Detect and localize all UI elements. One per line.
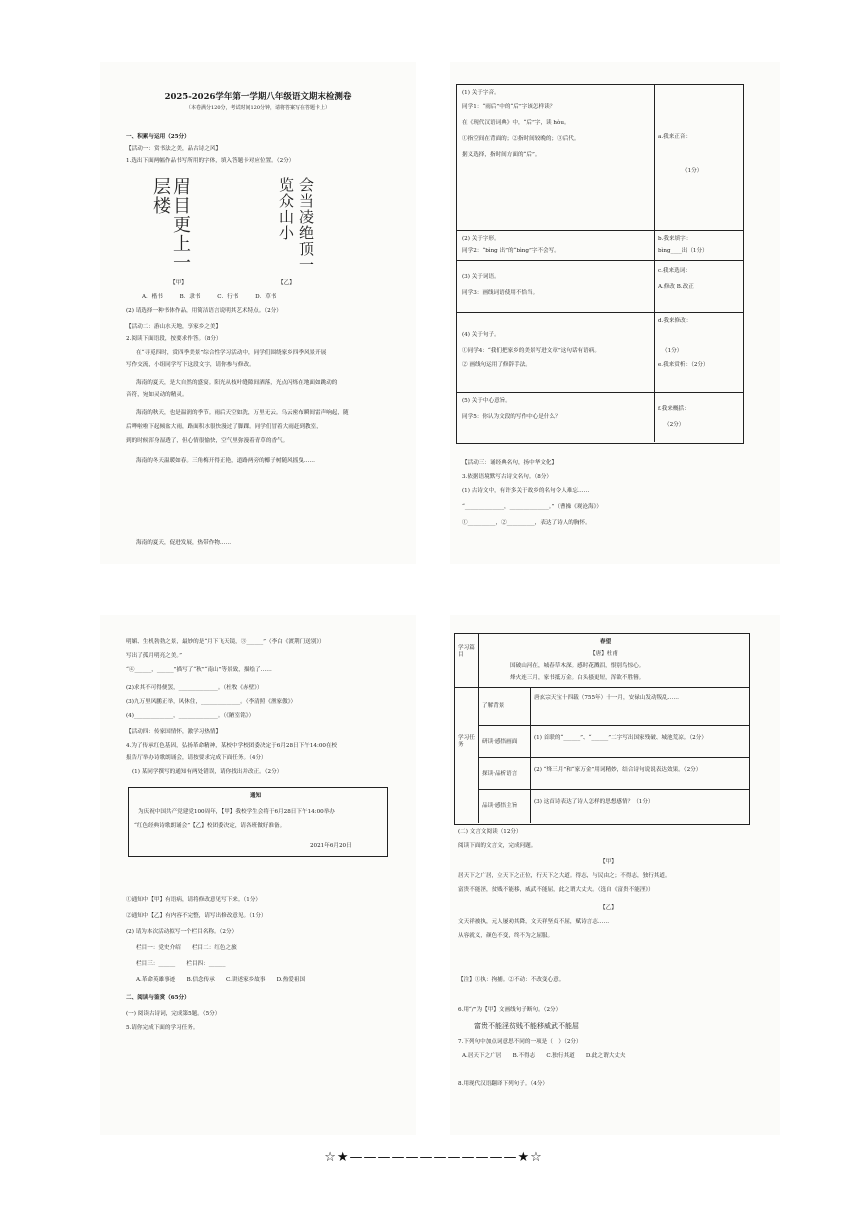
para-line: 海南的秋天，也是温润的季节。雨后天空如洗，万里无云。乌云密布瞬间雷声响起，随 [136,410,349,416]
passage-label: 【乙】 [600,905,617,911]
row-text: 在《现代汉语词典》中，“后”字，读 hòu。 [462,120,570,126]
row-text: 同学2：“bìng 出”的“bìng”字不会写。 [462,248,560,254]
row-title: (2) 关于字形。 [462,236,500,242]
question-options: A.革命英雄事迹 B.信念传承 C.讲述家乡故事 D.热爱祖国 [136,977,306,983]
section-heading: 二、阅读与鉴赏（65分） [126,995,190,1001]
question-text: 栏目一：党史介绍 栏目二：红色之旅 [136,945,237,951]
task-name: 研读·感悟画面 [482,739,518,745]
question-text: 5.请你完成下面的学习任务。 [126,1025,199,1031]
text-line: 明媚、生机勃勃之景，最妙的是“月下飞天镜，③______”（李白《渡荆门送别》） [126,639,325,645]
task-name: 探读·品析语言 [482,771,518,777]
question-text: 阅读下面的文言文，完成问题。 [458,843,537,849]
footer-ornament: ☆★————————————★☆ [324,1150,543,1165]
question-1: 1.选出下面两幅作品书写所用的字体，填入答题卡对应位置。（2分） [126,158,295,164]
task-name: 了解背景 [482,703,505,709]
passage-text: 居天下之广居，立天下之正位，行天下之大道。得志，与民由之；不得志，独行其道。 [458,873,671,879]
annotation: 【注】①执：拘捕。②不动：不改变心意。 [458,977,565,983]
answer-score: （1分） [682,168,703,174]
poem-line: 烽火连三月，家书抵万金。白头搔更短，浑欲不胜簪。 [510,675,645,681]
question-text: (一) 阅读古诗词，完成第5题。（5分） [126,1011,221,1017]
question-3: 3.依据语境默写古诗文名句。（8分） [462,474,553,480]
answer-label: f.我来概括： [658,406,690,412]
section-heading: 一、积累与运用（25分） [126,134,190,140]
row-text: 同学5：你认为文段的写作中心是什么？ [462,414,561,420]
para-line: 到的时候浑身湿透了，但心情很愉快，空气里弥漫着青草的香气。 [126,438,289,444]
page-2 [450,62,780,564]
row-title: (1) 关于字音。 [462,90,500,96]
row-title: (4) 关于句子。 [462,332,500,338]
text-line: 写出了孤月明亮之美。” [126,653,182,659]
task-table [454,633,750,825]
notice-date: 2021年6月20日 [310,843,352,849]
row-divider [456,230,743,231]
task-content: (3) 这首诗表达了诗人怎样的思想感情？（1分） [534,799,654,805]
para-line: 在“寻觅四时，赏四季美景”综合性学习活动中，同学们围绕家乡四季风景开展 [136,350,327,356]
question-text: “______________，______________。”（曹操《观沧海》） [462,504,602,510]
notice-text: 为庆祝中国共产党建党100周年，【甲】我校学生会将于6月28日下午14:00举办 [138,809,335,815]
activity-heading: 【活动三：诵经典名句，扬中华文化】 [462,460,558,466]
row-divider [454,687,749,688]
question-text: 富贵不能淫贫贱不能移威武不能屈 [474,1022,579,1030]
row-title: (3) 关于词语。 [462,274,500,280]
row-text: ①同学4：“我们把家乡的美景写进文章”这句话有语病。 [462,348,600,354]
notice-text: “红色经典诗歌朗诵会”【乙】校团委决定，请各班做好准备。 [134,823,286,829]
row-text: 同学1：“雨后”中的“后”字该怎样读？ [462,104,556,110]
answer-label: c.我来选词： [658,268,691,274]
row-divider [456,392,743,393]
passage-text: 富贵不能淫，贫贱不能移，威武不能屈，此之谓大丈夫。（选自《富贵不能淫》） [458,887,654,893]
passage-text: 文天祥被执，元人屡劝其降，文天祥坚贞不屈，赋诗言志…… [458,919,610,925]
table-divider [654,84,655,442]
question-text: ①__________，②__________，表达了诗人的胸怀。 [462,520,591,526]
question-text: 栏目三：______ 栏目四：______ [136,961,226,967]
calligraphy-right: 会当凌绝顶一览众山小 [277,177,315,273]
section-heading: (二) 文言文阅读（12分） [458,829,522,835]
options: A．楷书 B．隶书 C．行书 D．草书 [142,294,277,300]
para-line: 写作交流，小组同学写下这段文字，请你参与修改。 [126,362,255,368]
task-content: (1) 首联的“______”、“______”二字写出国家残破、城池荒凉。（2分） [534,735,707,741]
table-divider [478,633,479,823]
question-text: ①通知中【甲】有语病，请将修改意见写下来。（1分） [126,897,262,903]
question-text: (1) 古诗文中，有许多关于故乡的名句令人难忘…… [462,488,590,494]
question-text: (2) 请为本次活动拟写一个栏目名称。（2分） [126,929,238,935]
answer-label: e.我来赏析：（2分） [658,362,709,368]
question-text: 报告厅举办诗歌朗诵会，请按要求完成下面任务。（4分） [126,755,267,761]
activity-heading-2: 【活动二：游山水天地，享家乡之美】 [126,324,222,330]
para-line: 海南的夏天，促进发展，热带作物…… [136,540,232,546]
calligraphy-left: 眉目更上一层楼 [150,177,191,272]
question-7: 7.下列句中加点词意思不同的一项是（ ）（2分） [458,1039,582,1045]
task-content: 唐玄宗天宝十四载（755年）十一月，安禄山发动叛乱…… [534,695,679,701]
row-divider [478,725,749,726]
row-title: (5) 关于中心意旨。 [462,398,511,404]
answer-label: b.我来填字： [658,236,692,242]
para-line: 海南的冬天温暖如春。三角梅开得正艳，道路两旁的椰子树随风摇曳…… [136,458,316,464]
answer-score: （1分） [662,348,683,354]
para-line: 海南的夏天，是大自然的盛宴。阳光从枝叶缝隙间洒落，光点闪烁在地面如跳动的 [136,380,338,386]
table-label: 学习任务 [458,735,475,748]
passage-label: 【甲】 [600,859,617,865]
row-divider [456,260,743,261]
question-options: A.居天下之广居 B.不得志 C.独行其道 D.此之谓大丈夫 [462,1053,626,1059]
answer-options: A.修改 B.改正 [658,284,694,290]
exam-subtitle: （本卷满分120分，考试时间120分钟，请将答案写在答题卡上） [185,105,331,111]
poem-line: 国破山河在，城春草木深。感时花溅泪，恨别鸟惊心。 [510,663,645,669]
task-content: (2) “烽三月”和“家万金”用词精妙，结合诗句说说表达效果。（2分） [534,767,702,773]
text-line: “④______，______”描写了“秋”“南山”等景致，描绘了…… [126,667,272,673]
question-2: 2.阅读下面语段，按要求作答。（8分） [126,336,222,342]
text-line: (3)九万里风鹏正举，风休住，______________。（李清照《渔家傲》） [126,699,297,705]
row-text: 同学3：画线词语使用不恰当。 [462,290,539,296]
question-text: (1) 某同学撰写的通知有两处错误，请你找出并改正。（2分） [132,769,283,775]
row-text: ①指空间在背面的；②指时间较晚的；③后代。 [462,136,580,142]
row-divider [478,789,749,790]
answer-score: （2分） [664,422,685,428]
question-8: 8.用现代汉语翻译下列句子。（4分） [458,1081,549,1087]
page-3 [100,615,416,1135]
activity-heading: 【活动四：传家国情怀，激学习热情】 [126,729,222,735]
para-line: 后哗啦啦下起倾盆大雨，路面积水很快漫过了脚踝。同学们冒着大雨赶到教室， [126,424,322,430]
label-jia: 【甲】 [170,280,187,286]
para-line: 音符，宛如灵动的精灵。 [126,392,188,398]
page-1 [100,62,416,564]
activity-heading: 【活动一：赏书法之美，品古诗之风】 [126,146,222,152]
answer-label: d.我来修改： [658,318,692,324]
answer-blank[interactable]: bìng____出（1分） [658,248,708,254]
question-4: 4.为了传承红色基因，弘扬革命精神，某校中学校团委决定于6月28日下午14:00在校 [126,743,338,749]
row-divider [478,757,749,758]
exam-title: 2025-2026学年第一学期八年级语文期末检测卷 [164,92,352,102]
question-text: ②通知中【乙】有内容不完整，请写出修改意见。（1分） [126,913,267,919]
row-text: 据义选择，指时间方面的“后”。 [462,152,541,158]
text-line: (2)求其不可得便罢，______________。（杜牧《赤壁》） [126,685,263,691]
notice-title: 通知 [250,793,262,799]
poem-title: 春望 [600,639,612,645]
task-name: 品读·感悟主旨 [482,803,518,809]
row-divider [456,312,743,313]
question-1b: (2) 请选择一种书体作品，用简洁语言说明其艺术特点。（2分） [126,308,282,314]
poem-author: 【唐】杜甫 [590,651,618,657]
page-4 [450,615,780,1135]
label-yi: 【乙】 [278,280,295,286]
table-divider [530,687,531,823]
row-text: ② 画线句运用了修辞手法。 [462,362,531,368]
answer-label: a.我来正音： [658,134,692,140]
passage-text: 从容就义，颜色不变，终不为之屈服。 [458,933,554,939]
question-6: 6.用“/”为【甲】文画线句子断句。（2分） [458,1007,562,1013]
table-label: 学习篇目 [458,645,475,658]
text-line: (4)______________，______________。（《陋室铭》） [126,713,255,719]
